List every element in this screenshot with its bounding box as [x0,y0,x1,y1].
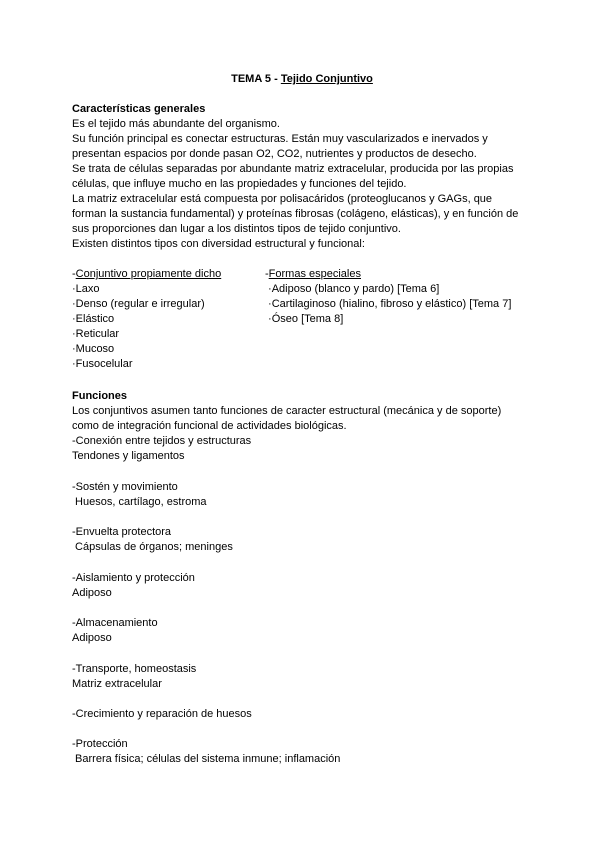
caracteristicas-heading: Características generales [72,103,206,115]
paragraph-line: forman la sustancia fundamental) y proteínas fibrosas (colágeno, elásticas), y en función de [72,208,519,220]
funcion-title: -Aislamiento y protección [72,572,195,584]
funcion-detail: Huesos, cartílago, estroma [72,496,207,508]
funcion-detail: Adiposo [72,587,112,599]
funcion-title: -Transporte, homeostasis [72,663,197,675]
paragraph-line: células, que influye mucho en las propiedades y funciones del tejido. [72,178,407,190]
funcion-title: -Conexión entre tejidos y estructuras [72,435,252,447]
funcion-detail: Matriz extracelular [72,678,162,690]
tipos-left-header [72,267,221,282]
left-header-text: Conjuntivo propiamente dicho [75,268,222,280]
funcion-detail: Cápsulas de órganos; meninges [72,541,233,553]
document-title [72,73,532,85]
tipos-left-item: ·Laxo [72,283,100,295]
funciones-heading: Funciones [72,390,128,402]
paragraph-line: Es el tejido más abundante del organismo. [72,118,280,130]
funcion-title: -Sostén y movimiento [72,481,178,493]
tipos-right-item: ·Cartilaginoso (hialino, fibroso y elástico) [Tema 7] [265,298,512,310]
funcion-title: -Protección [72,738,128,750]
paragraph-line: Se trata de células separadas por abundante matriz extracelular, producida por las propias [72,163,514,175]
funcion-title: -Envuelta protectora [72,526,172,538]
title-prefix: TEMA 5 - [231,73,281,85]
funcion-detail: Adiposo [72,632,112,644]
tipos-left-item: ·Mucoso [72,343,115,355]
right-header-text: Formas especiales [268,268,361,280]
funcion-title: -Almacenamiento [72,617,158,629]
tipos-left-item: ·Elástico [72,313,115,325]
dash: - [72,268,76,280]
tipos-left-item: ·Fusocelular [72,358,133,370]
paragraph-line: presentan espacios por donde pasan O2, CO2, nutrientes y productos de desecho. [72,148,477,160]
tipos-right-item: ·Óseo [Tema 8] [265,313,344,325]
paragraph-line: La matriz extracelular está compuesta por polisacáridos (proteoglucanos y GAGs, que [72,193,493,205]
paragraph-line: Su función principal es conectar estructuras. Están muy vascularizados e inervados y [72,133,488,145]
funcion-title: -Crecimiento y reparación de huesos [72,708,252,720]
title-main: Tejido Conjuntivo [280,73,373,85]
tipos-right-item: ·Adiposo (blanco y pardo) [Tema 6] [265,283,440,295]
tipos-right-header [265,267,361,282]
paragraph-line: sus proporciones dan lugar a los distintos tipos de tejido conjuntivo. [72,223,401,235]
funcion-detail: Tendones y ligamentos [72,450,185,462]
funcion-detail: Barrera física; células del sistema inmune; inflamación [72,753,341,765]
tipos-left-item: ·Reticular [72,328,120,340]
funciones-intro-line: como de integración funcional de actividades biológicas. [72,420,347,432]
funciones-intro-line: Los conjuntivos asumen tanto funciones de caracter estructural (mecánica y de soporte) [72,405,502,417]
tipos-left-item: ·Denso (regular e irregular) [72,298,205,310]
dash: - [265,268,269,280]
paragraph-line: Existen distintos tipos con diversidad estructural y funcional: [72,238,365,250]
